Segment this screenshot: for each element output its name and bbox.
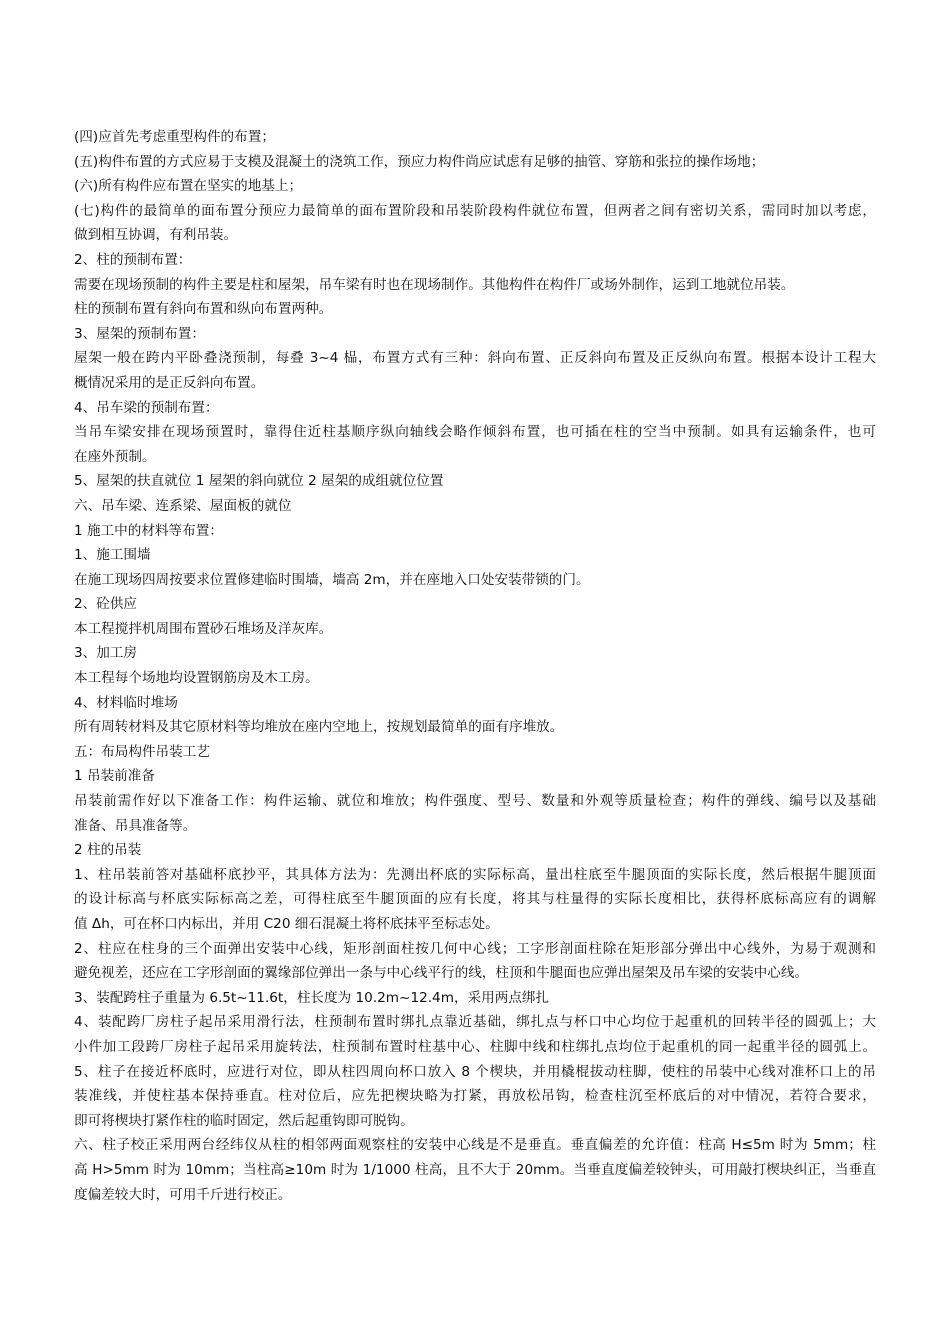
text-line: 本工程每个场地均设置钢筋房及木工房。 [74, 670, 319, 687]
text-line: 小件加工段跨厂房柱子起吊采用旋转法，柱预制布置时柱基中心、柱脚中线和柱绑扎点均位于起重机的同一起重半径的圆弧上。 [74, 1038, 876, 1055]
text-line: 装准线，并使柱基本保持垂直。柱对位后，应先把楔块略为打紧，再放松吊钩，检查柱沉至杯底后的对中情况，若符合要求， [74, 1088, 876, 1105]
text-line: (五)构件布置的方式应易于支模及混凝土的浇筑工作，预应力构件尚应试虑有足够的抽管、穿筋和张拉的操作场地； [74, 153, 765, 170]
text-line: 本工程搅拌机周围布置砂石堆场及洋灰库。 [74, 620, 333, 637]
text-line: 吊装前需作好以下准备工作：构件运输、就位和堆放；构件强度、型号、数量和外观等质量检查；构件的弹线、编号以及基础 [74, 793, 876, 810]
text-line: 准备、吊具准备等。 [74, 817, 197, 834]
text-line: 所有周转材料及其它原材料等均堆放在座内空地上，按规划最简单的面有序堆放。 [74, 719, 564, 736]
text-line: 概情况采用的是正反斜向布置。 [74, 374, 265, 391]
text-line: 柱的预制布置有斜向布置和纵向布置两种。 [74, 301, 333, 318]
text-line: 六、柱子校正采用两台经纬仪从柱的相邻两面观察柱的安装中心线是不是垂直。垂直偏差的允许值：柱高 H≤5m 时为 5mm；柱 [74, 1137, 876, 1154]
text-line: 3、加工房 [74, 645, 138, 662]
text-line: 4、装配跨厂房柱子起吊采用滑行法，柱预制布置时绑扎点靠近基础，绑扎点与杯口中心均位于起重机的回转半径的圆弧上；大 [74, 1014, 876, 1031]
text-line: 避免视差，还应在工字形剖面的翼缘部位弹出一条与中心线平行的线，柱顶和牛腿面也应弹出屋架及吊车梁的安装中心线。 [74, 965, 809, 982]
text-line: 六、吊车梁、连系梁、屋面板的就位 [74, 497, 292, 514]
text-line: 1、柱吊装前答对基础杯底抄平，其具体方法为：先测出杯底的实际标高，量出柱底至牛腿顶面的实际长度，然后根据牛腿顶面 [74, 866, 876, 883]
text-line: 在施工现场四周按要求位置修建临时围墙，墙高 2m，并在座地入口处安装带锁的门。 [74, 571, 590, 588]
text-line: 度偏差较大时，可用千斤进行校正。 [74, 1186, 292, 1203]
text-line: 5、屋架的扶直就位 1 屋架的斜向就位 2 屋架的成组就位位置 [74, 473, 444, 490]
text-line: 4、材料临时堆场 [74, 694, 178, 711]
text-line: 在座外预制。 [74, 448, 156, 465]
text-line: 2 柱的吊装 [74, 842, 142, 859]
text-line: (四)应首先考虑重型构件的布置； [74, 129, 275, 145]
text-line: 屋架一般在跨内平卧叠浇预制，每叠 3~4 榀，布置方式有三种：斜向布置、正反斜向布置及正反纵向布置。根据本设计工程大 [74, 350, 876, 367]
text-line: 当吊车梁安排在现场预置时，靠得住近柱基顺序纵向轴线会略作倾斜布置，也可插在柱的空当中预制。如具有运输条件，也可 [74, 424, 876, 441]
document-body [74, 125, 876, 1207]
text-line: 5、柱子在接近杯底时，应进行对位，即从柱四周向杯口放入 8 个楔块，并用橇棍拔动柱脚，使柱的吊装中心线对准杯口上的吊 [74, 1063, 876, 1080]
text-line: 2、柱应在柱身的三个面弹出安装中心线，矩形剖面柱按几何中心线；工字形剖面柱除在矩形部分弹出中心线外，为易于观测和 [74, 940, 876, 957]
text-line: (六)所有构件应布置在坚实的地基上； [74, 178, 303, 195]
text-line: 1 施工中的材料等布置： [74, 522, 223, 539]
text-line: 的设计标高与杯底实际标高之差，可得柱底至牛腿顶面的应有长度，将其与柱量得的实际长度相比，获得杯底标高应有的调解 [74, 891, 876, 908]
text-line: 3、装配跨柱子重量为 6.5t~11.6t，柱长度为 10.2m~12.4m，采用两点绑扎 [74, 989, 550, 1006]
text-line: 五：布局构件吊装工艺 [74, 743, 210, 760]
text-line: 1、施工围墙 [74, 547, 151, 564]
text-line: 2、柱的预制布置： [74, 251, 192, 268]
text-line: 1 吊装前准备 [74, 768, 155, 785]
text-line: 2、砼供应 [74, 596, 138, 613]
text-line: 值 Δh，可在杯口内标出，并用 C20 细石混凝土将杯底抹平至标志处。 [74, 916, 499, 932]
text-line: 高 H>5mm 时为 10mm；当柱高≥10m 时为 1/1000 柱高，且不大于 20mm。当垂直度偏差较钟头，可用敲打楔块纠正，当垂直 [74, 1161, 876, 1178]
text-line: 即可将楔块打紧作柱的临时固定，然后起重钩即可脱钩。 [74, 1112, 414, 1129]
text-line: 3、屋架的预制布置： [74, 325, 205, 342]
text-line: (七)构件的最简单的面布置分预应力最简单的面布置阶段和吊装阶段构件就位布置，但两者之间有密切关系，需同时加以考虑， [74, 202, 876, 219]
text-line: 需要在现场预制的构件主要是柱和屋架，吊车梁有时也在现场制作。其他构件在构件厂或场外制作，运到工地就位吊装。 [74, 276, 795, 293]
text-line: 4、吊车梁的预制布置： [74, 399, 219, 416]
text-line: 做到相互协调，有利吊装。 [74, 227, 238, 244]
